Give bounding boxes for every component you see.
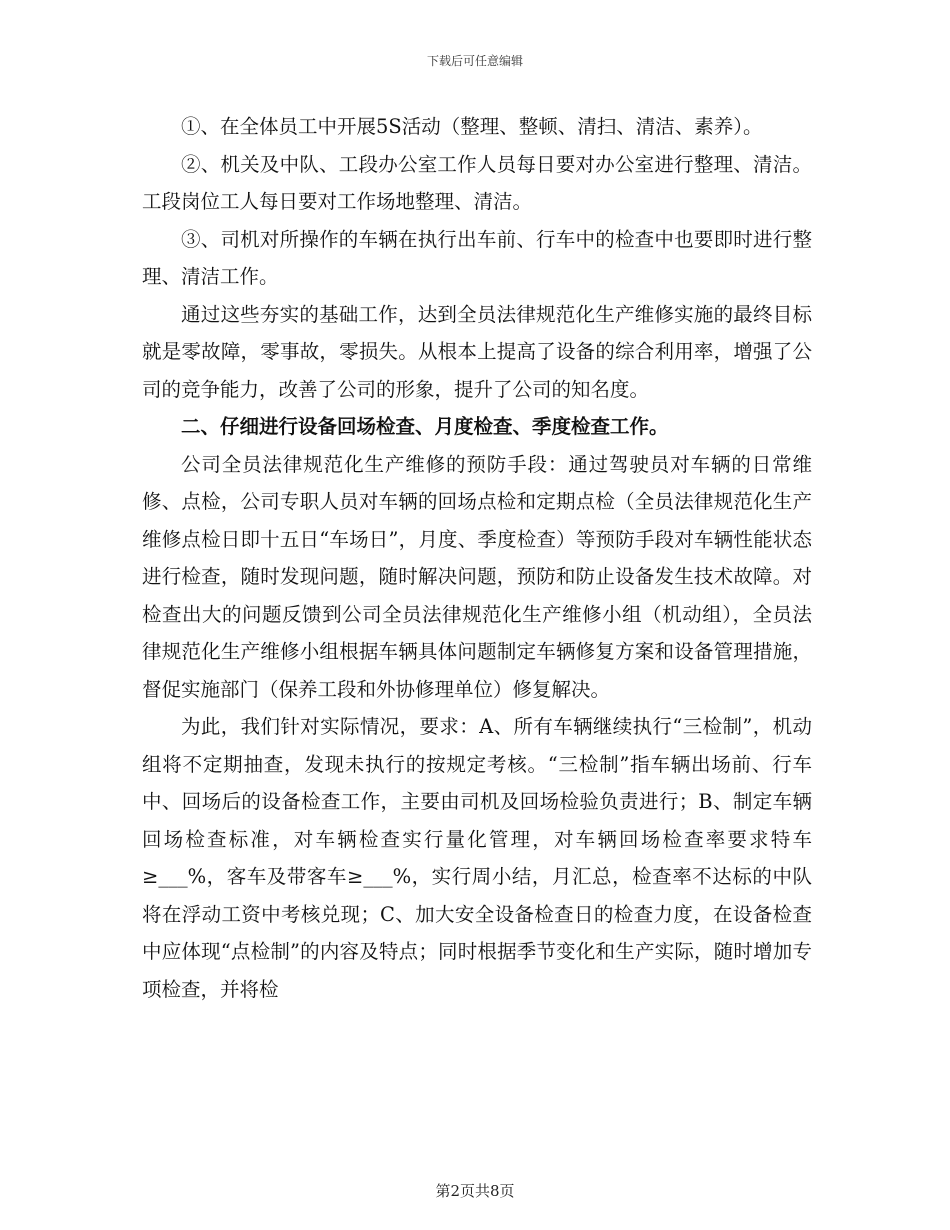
document-body bbox=[142, 108, 812, 1008]
page-footer: 第2页共8页 bbox=[435, 1182, 515, 1200]
paragraph-5s-activity: ①、在全体员工中开展5S活动（整理、整顿、清扫、清洁、素养）。 bbox=[181, 115, 763, 138]
paragraph-driver-cleaning: ③、司机对所操作的车辆在执行出车前、行车中的检查中也要即时进行整理、清洁工作。 bbox=[142, 227, 812, 288]
paragraph-requirements: 为此，我们针对实际情况，要求：A、所有车辆继续执行“三检制”，机动组将不定期抽查，发现未执行的按规定考核。“三检制”指车辆出场前、行车中、回场后的设备检查工作，主要由司机及回场检验负责进行；B、制定车辆回场检查标准，对车辆检查实行量化管理，对车辆回场检查率要求特车≥___%，客车及带客车≥___%，实行周小结，月汇总，检查率不达标的中队将在浮动工资中考核兑现；C、加大安全设备检查日的检查力度，在设备检查中应体现“点检制”的内容及特点；同时根据季节变化和生产实际，随时增加专项检查，并将检 bbox=[142, 715, 812, 1001]
paragraph-office-cleaning: ②、机关及中队、工段办公室工作人员每日要对办公室进行整理、清洁。工段岗位工人每日要对工作场地整理、清洁。 bbox=[142, 152, 812, 213]
paragraph-prevention-means: 公司全员法律规范化生产维修的预防手段：通过驾驶员对车辆的日常维修、点检，公司专职人员对车辆的回场点检和定期点检（全员法律规范化生产维修点检日即十五日“车场日”，月度、季度检查）等预防手段对车辆性能状态进行检查，随时发现问题，随时解决问题，预防和防止设备发生技术故障。对检查出大的问题反馈到公司全员法律规范化生产维修小组（机动组），全员法律规范化生产维修小组根据车辆具体问题制定车辆修复方案和设备管理措施，督促实施部门（保养工段和外协修理单位）修复解决。 bbox=[142, 452, 812, 701]
paragraph-goal-summary: 通过这些夯实的基础工作，达到全员法律规范化生产维修实施的最终目标就是零故障，零事故，零损失。从根本上提高了设备的综合利用率，增强了公司的竞争能力，改善了公司的形象，提升了公司的知名度。 bbox=[142, 302, 812, 401]
page-header: 下载后可任意编辑 bbox=[426, 54, 523, 68]
section-heading: 二、仔细进行设备回场检查、月度检查、季度检查工作。 bbox=[181, 415, 669, 438]
